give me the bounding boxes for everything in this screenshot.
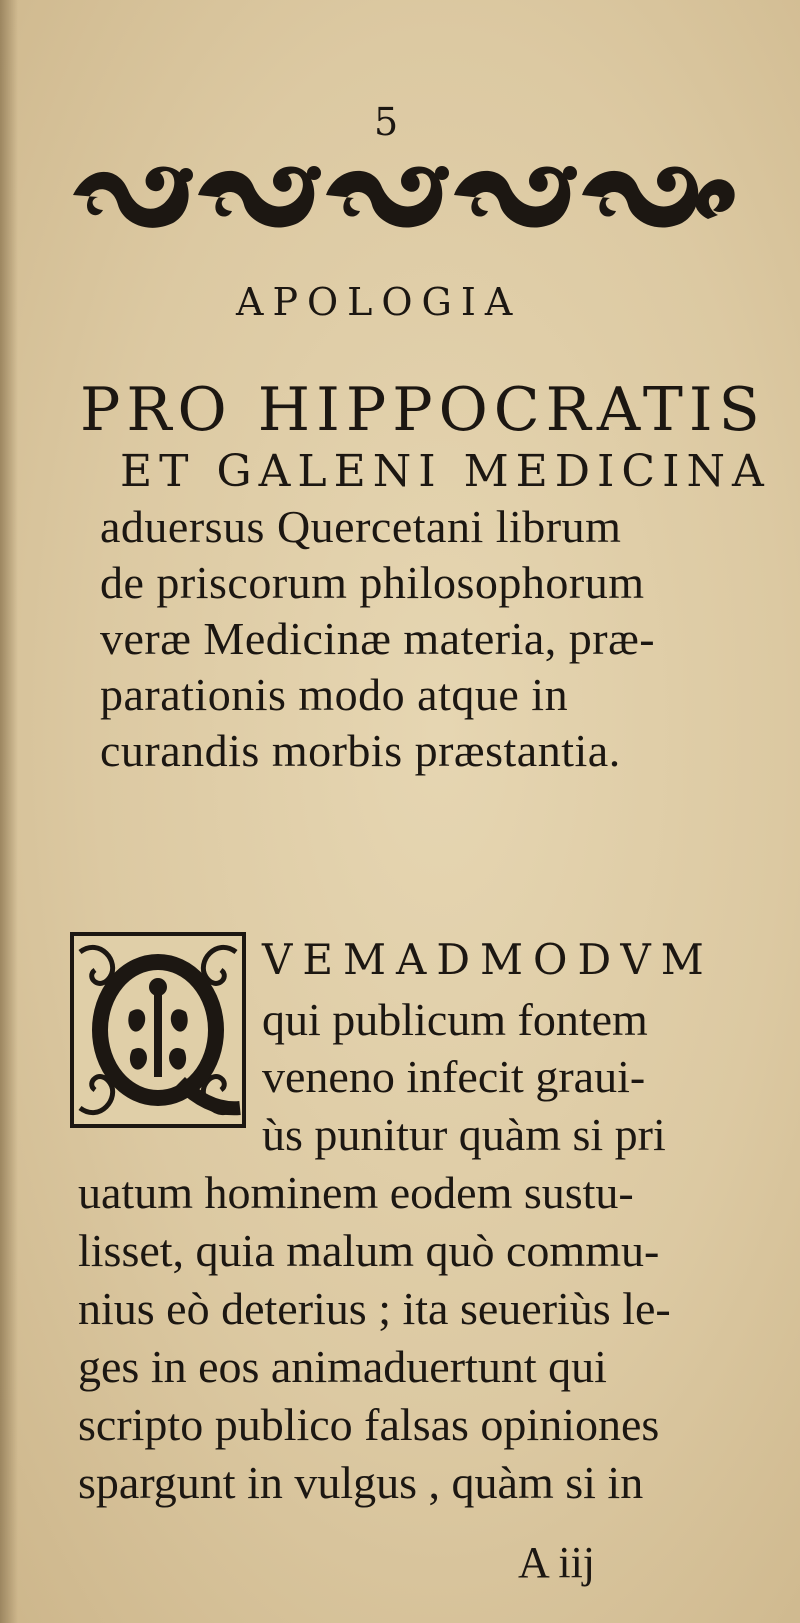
- body-line: spargunt in vulgus , quàm si in: [78, 1457, 644, 1508]
- subtitle-line: aduersus Quercetani librum: [100, 501, 622, 552]
- body-line: scripto publico falsas opiniones: [78, 1399, 660, 1450]
- subtitle-line: de priscorum philosophorum: [100, 557, 645, 608]
- subtitle-line: veræ Medicinæ materia, præ-: [100, 613, 656, 664]
- body-line: nius eò deterius ; ita seueriùs le-: [78, 1283, 671, 1334]
- ornament-band-icon: [68, 155, 738, 235]
- drop-cap-initial: [70, 932, 246, 1128]
- subtitle-line: curandis morbis præstantia.: [100, 725, 621, 776]
- body-line: qui publicum fontem: [262, 994, 648, 1045]
- body-line: lisset, quia malum quò commu-: [78, 1225, 660, 1276]
- heading-pro-hippocratis: PRO HIPPOCRATIS: [80, 375, 766, 445]
- first-word: VEMADMODVM: [262, 935, 714, 984]
- signature-mark: A iij: [518, 1538, 596, 1587]
- body-line: veneno infecit graui-: [262, 1051, 646, 1102]
- page-edge-shadow: [0, 0, 18, 1623]
- subtitle-line: parationis modo atque in: [100, 669, 569, 720]
- heading-apologia: APOLOGIA: [236, 280, 522, 324]
- body-line: ges in eos animaduertunt qui: [78, 1341, 607, 1392]
- body-line: ùs punitur quàm si pri: [262, 1109, 666, 1160]
- page-number: 5: [374, 100, 399, 144]
- heading-et-galeni: ET GALENI MEDICINA: [120, 446, 771, 497]
- body-line: uatum hominem eodem sustu-: [78, 1167, 634, 1218]
